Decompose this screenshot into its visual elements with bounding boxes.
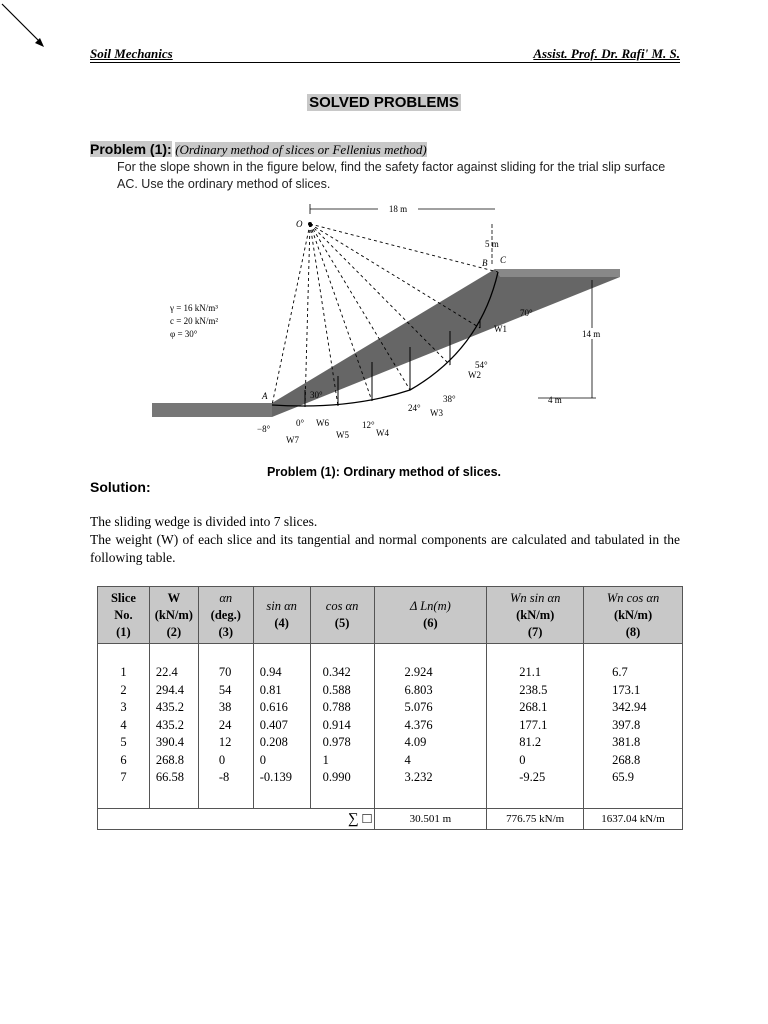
dim-top-label: 18 m bbox=[388, 204, 408, 214]
table-cell: 4 bbox=[404, 752, 411, 767]
table-cell: 0.588 bbox=[322, 682, 351, 697]
weight-label: W2 bbox=[468, 370, 481, 380]
gamma-label: γ = 16 kN/m³ bbox=[170, 303, 219, 313]
table-cell: 6.803 bbox=[404, 682, 433, 697]
angle-label: 54° bbox=[475, 360, 488, 370]
table-cell: 3 bbox=[120, 700, 127, 714]
table-cell: 1 bbox=[322, 752, 329, 767]
table-cell: 1 bbox=[120, 665, 127, 679]
problem-heading bbox=[90, 141, 427, 159]
table-cell: 65.9 bbox=[612, 770, 634, 784]
angle-label: 70° bbox=[520, 308, 533, 318]
point-c-label: C bbox=[500, 255, 507, 265]
table-cell: 0.407 bbox=[259, 717, 288, 732]
header-rule bbox=[90, 62, 680, 63]
table-cell: 0.990 bbox=[322, 770, 351, 784]
table-cell: 268.1 bbox=[519, 700, 548, 714]
col-header: cos αn (5) bbox=[310, 587, 374, 644]
col-length bbox=[374, 644, 487, 809]
col-header: Wn cos αn (kN/m) (8) bbox=[584, 587, 683, 644]
col-header: W (kN/m) (2) bbox=[149, 587, 198, 644]
table-cell: 238.5 bbox=[519, 682, 548, 697]
table-cell: 4.09 bbox=[404, 735, 427, 749]
table-cell: 0.81 bbox=[259, 682, 282, 697]
header-right: Assist. Prof. Dr. Rafi' M. S. bbox=[533, 46, 680, 61]
point-a-label: A bbox=[262, 391, 268, 401]
table-cell: 0.94 bbox=[259, 665, 282, 679]
table-cell: 0 bbox=[218, 752, 226, 767]
col-header: αn (deg.) (3) bbox=[198, 587, 253, 644]
col-cos bbox=[310, 644, 374, 809]
weight-label: W1 bbox=[494, 324, 507, 334]
table-cell: -8 bbox=[218, 770, 230, 784]
table-cell: 0.914 bbox=[322, 717, 351, 732]
table-body-row bbox=[98, 644, 683, 809]
col-header: Slice No. (1) bbox=[98, 587, 150, 644]
table-cell: 4 bbox=[120, 717, 127, 732]
angle-label: 12° bbox=[362, 420, 375, 430]
sum-wsin: 776.75 kN/m bbox=[487, 809, 584, 830]
point-o-label: O bbox=[296, 219, 303, 229]
col-sin bbox=[253, 644, 310, 809]
slope-figure bbox=[150, 200, 622, 452]
table-cell: 6.7 bbox=[612, 665, 628, 679]
table-cell: 4.376 bbox=[404, 717, 433, 732]
table-cell: 0 bbox=[519, 752, 526, 767]
weight-label: W3 bbox=[430, 408, 443, 418]
solution-label: Solution: bbox=[90, 479, 151, 495]
col-header: Wn sin αn (kN/m) (7) bbox=[487, 587, 584, 644]
sum-length: 30.501 m bbox=[374, 809, 487, 830]
table-cell: 81.2 bbox=[519, 735, 542, 749]
table-cell: 6 bbox=[120, 752, 127, 767]
table-header-row bbox=[98, 587, 683, 644]
table-cell: 12 bbox=[218, 735, 232, 749]
table-cell: 397.8 bbox=[612, 717, 641, 732]
table-cell: 3.232 bbox=[404, 770, 433, 784]
table-cell: 294.4 bbox=[155, 682, 184, 697]
col-header: Δ Ln(m) (6) bbox=[374, 587, 487, 644]
table-cell: 54 bbox=[218, 682, 232, 697]
table-cell: 0 bbox=[259, 752, 266, 767]
table-cell: 70 bbox=[218, 665, 232, 679]
col-alpha bbox=[198, 644, 253, 809]
table-cell: 268.8 bbox=[155, 752, 184, 767]
angle-label: −8° bbox=[257, 424, 271, 434]
table-cell: 2 bbox=[120, 682, 127, 697]
weight-label: W6 bbox=[316, 418, 329, 428]
dim-bottom-label: 4 m bbox=[548, 395, 562, 405]
table-cell: 2.924 bbox=[404, 665, 433, 679]
table-cell: 0.788 bbox=[322, 700, 351, 714]
table-cell: 435.2 bbox=[155, 717, 184, 732]
table-cell: 21.1 bbox=[519, 665, 542, 679]
table-cell: 22.4 bbox=[155, 665, 178, 679]
weight-label: W4 bbox=[376, 428, 389, 438]
table-cell: -9.25 bbox=[519, 770, 546, 784]
table-cell: 0.342 bbox=[322, 665, 351, 679]
angle-label: 38° bbox=[443, 394, 456, 404]
table-sum-row bbox=[98, 809, 683, 830]
table-cell: 0.616 bbox=[259, 700, 288, 714]
angle-label: 0° bbox=[296, 418, 305, 428]
col-weight bbox=[149, 644, 198, 809]
table-cell: 381.8 bbox=[612, 735, 641, 749]
slope-angle-label: 30° bbox=[310, 390, 323, 400]
table-cell: 7 bbox=[120, 770, 127, 784]
table-cell: 0.208 bbox=[259, 735, 288, 749]
sum-symbol: ∑ □ bbox=[98, 809, 375, 830]
table-cell: 5 bbox=[120, 735, 127, 749]
paragraph-1: The sliding wedge is divided into 7 slices. bbox=[90, 514, 318, 529]
table-cell: 435.2 bbox=[155, 700, 184, 714]
table-cell: 24 bbox=[218, 717, 232, 732]
problem-label: Problem (1): bbox=[90, 141, 172, 157]
table-cell: 66.58 bbox=[155, 770, 184, 784]
table-cell: 177.1 bbox=[519, 717, 548, 732]
top-surface bbox=[495, 269, 620, 277]
angle-label: 24° bbox=[408, 403, 421, 413]
cohesion-label: c = 20 kN/m² bbox=[170, 316, 219, 326]
table-cell: 0.978 bbox=[322, 735, 351, 749]
results-table bbox=[97, 586, 683, 830]
corner-arrow-icon bbox=[0, 0, 50, 52]
table-cell: -0.139 bbox=[259, 770, 293, 784]
weight-label: W5 bbox=[336, 430, 349, 440]
point-b-label: B bbox=[482, 258, 488, 268]
problem-subtitle: (Ordinary method of slices or Fellenius method) bbox=[175, 142, 427, 157]
point-o-marker bbox=[308, 222, 312, 226]
table-cell: 38 bbox=[218, 700, 232, 714]
dim-height-label: 14 m bbox=[582, 329, 601, 339]
weight-label: W7 bbox=[286, 435, 299, 445]
col-slice bbox=[98, 644, 150, 809]
paragraph-2: The weight (W) of each slice and its tangential and normal components are calculated and tabulated in the following table. bbox=[90, 532, 680, 565]
table-cell: 173.1 bbox=[612, 682, 641, 697]
table-cell: 268.8 bbox=[612, 752, 641, 767]
col-header: sin αn (4) bbox=[253, 587, 310, 644]
dim-right-label: 5 m bbox=[485, 239, 499, 249]
page-title: SOLVED PROBLEMS bbox=[309, 94, 459, 111]
ground-left bbox=[152, 403, 272, 417]
table-cell: 5.076 bbox=[404, 700, 433, 714]
figure-caption: Problem (1): Ordinary method of slices. bbox=[266, 465, 502, 479]
table-cell: 342.94 bbox=[612, 700, 647, 714]
header-left: Soil Mechanics bbox=[90, 46, 173, 61]
table-cell: 390.4 bbox=[155, 735, 184, 749]
phi-label: φ = 30° bbox=[170, 329, 198, 339]
col-wcos bbox=[584, 644, 683, 809]
col-wsin bbox=[487, 644, 584, 809]
problem-text: For the slope shown in the figure below, find the safety factor against sliding for the trial slip surface AC. Use the ordinary method of slices. bbox=[117, 160, 666, 191]
sum-wcos: 1637.04 kN/m bbox=[584, 809, 683, 830]
